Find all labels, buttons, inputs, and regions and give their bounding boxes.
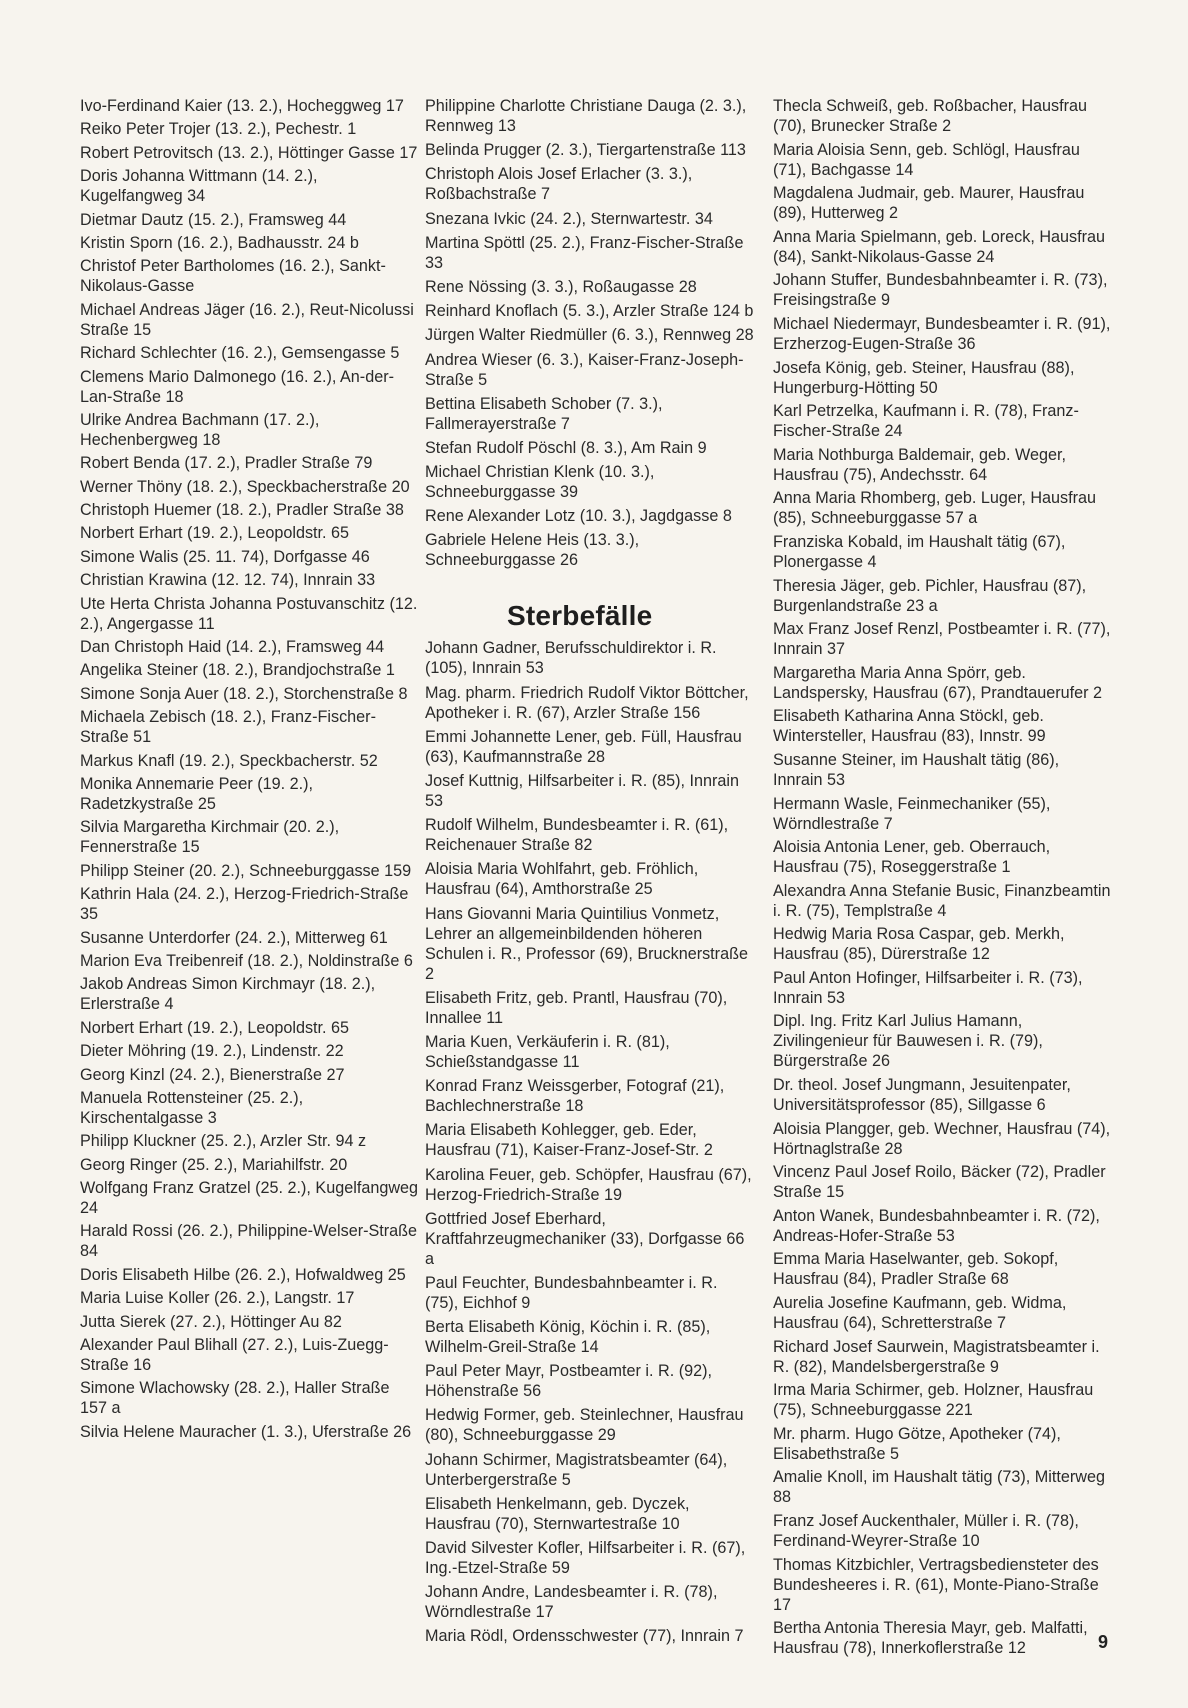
- register-entry: Aloisia Antonia Lener, geb. Oberrauch, Hausfrau (75), Roseggerstraße 1: [773, 838, 1051, 877]
- register-entry: Jutta Sierek (27. 2.), Höttinger Au 82: [80, 1312, 342, 1331]
- register-entry: Thomas Kitzbichler, Vertragsbediensteter des Bundesheeres i. R. (61), Monte-Piano-Straße 17: [773, 1555, 1099, 1614]
- register-entry: Doris Elisabeth Hilbe (26. 2.), Hofwaldweg 25: [80, 1265, 406, 1284]
- register-entry: Elisabeth Fritz, geb. Prantl, Hausfrau (70), Innallee 11: [425, 988, 728, 1027]
- register-entry: Stefan Rudolf Pöschl (8. 3.), Am Rain 9: [425, 438, 707, 457]
- register-entry: Christoph Huemer (18. 2.), Pradler Straße 38: [80, 501, 404, 520]
- register-entry: Paul Peter Mayr, Postbeamter i. R. (92), Höhenstraße 56: [425, 1362, 712, 1401]
- register-entry: Konrad Franz Weissgerber, Fotograf (21), Bachlechnerstraße 18: [425, 1077, 725, 1116]
- register-entry: Ivo-Ferdinand Kaier (13. 2.), Hocheggweg 17: [80, 97, 404, 115]
- register-entry: Vincenz Paul Josef Roilo, Bäcker (72), Pradler Straße 15: [773, 1163, 1106, 1202]
- register-entry: Monika Annemarie Peer (19. 2.), Radetzkystraße 25: [80, 774, 314, 813]
- register-entry: Belinda Prugger (2. 3.), Tiergartenstraße 113: [425, 141, 746, 160]
- register-entry: Alexander Paul Blihall (27. 2.), Luis-Zuegg-Straße 16: [80, 1336, 389, 1375]
- register-entry: Susanne Unterdorfer (24. 2.), Mitterweg 61: [80, 928, 388, 947]
- register-entry: Philipp Steiner (20. 2.), Schneeburggasse 159: [80, 861, 412, 880]
- register-entry: Snezana Ivkic (24. 2.), Sternwartestr. 34: [425, 209, 713, 228]
- register-entry: Josefa König, geb. Steiner, Hausfrau (88), Hungerburg-Hötting 50: [773, 358, 1075, 397]
- register-entry: Theresia Jäger, geb. Pichler, Hausfrau (87), Burgenlandstraße 23 a: [773, 576, 1087, 615]
- register-entry: Jürgen Walter Riedmüller (6. 3.), Rennweg 28: [425, 326, 754, 345]
- register-entry: Philipp Kluckner (25. 2.), Arzler Str. 94 z: [80, 1132, 367, 1151]
- register-entry: Markus Knafl (19. 2.), Speckbacherstr. 52: [80, 751, 378, 770]
- register-entry: Jakob Andreas Simon Kirchmayr (18. 2.), Erlerstraße 4: [80, 975, 376, 1014]
- register-entry: Aurelia Josefine Kaufmann, geb. Widma, Hausfrau (64), Schretterstraße 7: [773, 1294, 1067, 1333]
- register-entry: Christian Krawina (12. 12. 74), Innrain 33: [80, 571, 376, 590]
- register-entry: Max Franz Josef Renzl, Postbeamter i. R. (77), Innrain 37: [773, 620, 1111, 659]
- register-entry: Doris Johanna Wittmann (14. 2.), Kugelfangweg 34: [80, 167, 318, 206]
- register-entry: Dietmar Dautz (15. 2.), Framsweg 44: [80, 210, 347, 229]
- register-entry: Anna Maria Rhomberg, geb. Luger, Hausfrau (85), Schneeburggasse 57 a: [773, 489, 1097, 528]
- register-entry: Reinhard Knoflach (5. 3.), Arzler Straße 124 b: [425, 302, 754, 321]
- register-entry: Werner Thöny (18. 2.), Speckbacherstraße 20: [80, 477, 410, 496]
- register-entry: Paul Feuchter, Bundesbahnbeamter i. R. (75), Eichhof 9: [425, 1273, 718, 1312]
- register-entry: Margaretha Maria Anna Spörr, geb. Landspersky, Hausfrau (67), Prandtauerufer 2: [773, 663, 1103, 702]
- register-entry: Aloisia Plangger, geb. Wechner, Hausfrau (74), Hörtnaglstraße 28: [773, 1119, 1111, 1158]
- register-entry: Georg Kinzl (24. 2.), Bienerstraße 27: [80, 1065, 345, 1084]
- register-entry: Hans Giovanni Maria Quintilius Vonmetz, Lehrer an allgemeinbildenden höheren Schulen i. R., Professor (69), Brucknerstraße 2: [425, 904, 748, 983]
- register-entry: Norbert Erhart (19. 2.), Leopoldstr. 65: [80, 1018, 350, 1037]
- register-entry: Simone Walis (25. 11. 74), Dorfgasse 46: [80, 547, 370, 566]
- register-entry: Robert Benda (17. 2.), Pradler Straße 79: [80, 454, 373, 473]
- register-entry: Anton Wanek, Bundesbahnbeamter i. R. (72), Andreas-Hofer-Straße 53: [773, 1206, 1100, 1245]
- register-entry: Thecla Schweiß, geb. Roßbacher, Hausfrau (70), Brunecker Straße 2: [773, 97, 1088, 135]
- register-entry: Christof Peter Bartholomes (16. 2.), Sankt-Nikolaus-Gasse: [80, 257, 386, 296]
- register-entry: Johann Gadner, Berufsschuldirektor i. R. (105), Innrain 53: [425, 639, 717, 678]
- register-entry: Dipl. Ing. Fritz Karl Julius Hamann, Zivilingenieur für Bauwesen i. R. (79), Bürgerstraße 26: [773, 1012, 1043, 1071]
- register-entry: Anna Maria Spielmann, geb. Loreck, Hausfrau (84), Sankt-Nikolaus-Gasse 24: [773, 227, 1106, 266]
- register-entry: Silvia Helene Mauracher (1. 3.), Uferstraße 26: [80, 1422, 412, 1441]
- register-entry: Richard Schlechter (16. 2.), Gemsengasse 5: [80, 344, 400, 363]
- register-entry: Elisabeth Katharina Anna Stöckl, geb. Wintersteller, Hausfrau (83), Innstr. 99: [773, 707, 1046, 746]
- register-entry: Dr. theol. Josef Jungmann, Jesuitenpater, Universitätsprofessor (85), Sillgasse 6: [773, 1076, 1071, 1115]
- register-entry: Amalie Knoll, im Haushalt tätig (73), Mitterweg 88: [773, 1468, 1105, 1507]
- register-entry: Rene Nössing (3. 3.), Roßaugasse 28: [425, 277, 697, 296]
- register-entry: Alexandra Anna Stefanie Busic, Finanzbeamtin i. R. (75), Templstraße 4: [773, 881, 1111, 920]
- register-entry: Michaela Zebisch (18. 2.), Franz-Fischer-Straße 51: [80, 708, 376, 747]
- register-entry: Emmi Johannette Lener, geb. Füll, Hausfrau (63), Kaufmannstraße 28: [425, 727, 742, 766]
- register-entry: Michael Christian Klenk (10. 3.), Schneeburggasse 39: [425, 463, 655, 502]
- register-entry: Elisabeth Henkelmann, geb. Dyczek, Hausfrau (70), Sternwartestraße 10: [425, 1494, 690, 1533]
- register-entry: Michael Niedermayr, Bundesbeamter i. R. (91), Erzherzog-Eugen-Straße 36: [773, 314, 1111, 353]
- register-entry: Mag. pharm. Friedrich Rudolf Viktor Böttcher, Apotheker i. R. (67), Arzler Straße 156: [425, 683, 749, 722]
- section-heading-deaths: Sterbefälle: [507, 600, 653, 632]
- register-entry: Paul Anton Hofinger, Hilfsarbeiter i. R. (73), Innrain 53: [773, 968, 1083, 1007]
- register-entry: Marion Eva Treibenreif (18. 2.), Noldinstraße 6: [80, 951, 413, 970]
- register-entry: Hermann Wasle, Feinmechaniker (55), Wörndlestraße 7: [773, 794, 1051, 833]
- register-entry: Magdalena Judmair, geb. Maurer, Hausfrau (89), Hutterweg 2: [773, 184, 1085, 223]
- register-entry: Susanne Steiner, im Haushalt tätig (86), Innrain 53: [773, 750, 1060, 789]
- register-entry: Bertha Antonia Theresia Mayr, geb. Malfatti, Hausfrau (78), Innerkoflerstraße 12: [773, 1619, 1088, 1658]
- register-entry: Dan Christoph Haid (14. 2.), Framsweg 44: [80, 638, 385, 657]
- register-entry: Ute Herta Christa Johanna Postuvanschitz (12. 2.), Angergasse 11: [80, 594, 418, 633]
- births-and-deaths-column-2: [425, 96, 755, 1651]
- register-entry: Clemens Mario Dalmonego (16. 2.), An-der-Lan-Straße 18: [80, 367, 394, 406]
- register-entry: Gottfried Josef Eberhard, Kraftfahrzeugmechaniker (33), Dorfgasse 66 a: [425, 1209, 745, 1268]
- register-entry: Maria Kuen, Verkäuferin i. R. (81), Schießstandgasse 11: [425, 1032, 670, 1071]
- register-entry: Johann Schirmer, Magistratsbeamter (64), Unterbergerstraße 5: [425, 1450, 728, 1489]
- register-entry: Silvia Margaretha Kirchmair (20. 2.), Fennerstraße 15: [80, 818, 340, 857]
- register-entry: Mr. pharm. Hugo Götze, Apotheker (74), Elisabethstraße 5: [773, 1424, 1061, 1463]
- register-entry: Christoph Alois Josef Erlacher (3. 3.), Roßbachstraße 7: [425, 165, 693, 204]
- register-entry: Irma Maria Schirmer, geb. Holzner, Hausfrau (75), Schneeburggasse 221: [773, 1381, 1094, 1420]
- register-entry: Reiko Peter Trojer (13. 2.), Pechestr. 1: [80, 120, 357, 139]
- register-entry: Simone Sonja Auer (18. 2.), Storchenstraße 8: [80, 684, 408, 703]
- register-entry: Berta Elisabeth König, Köchin i. R. (85), Wilhelm-Greil-Straße 14: [425, 1318, 711, 1357]
- register-entry: Franz Josef Auckenthaler, Müller i. R. (78), Ferdinand-Weyrer-Straße 10: [773, 1512, 1079, 1550]
- register-entry: Karolina Feuer, geb. Schöpfer, Hausfrau (67), Herzog-Friedrich-Straße 19: [425, 1165, 752, 1204]
- register-entry: Hedwig Maria Rosa Caspar, geb. Merkh, Hausfrau (85), Dürerstraße 12: [773, 925, 1065, 964]
- register-entry: Emma Maria Haselwanter, geb. Sokopf, Hausfrau (84), Pradler Straße 68: [773, 1250, 1059, 1289]
- register-entry: Josef Kuttnig, Hilfsarbeiter i. R. (85), Innrain 53: [425, 772, 739, 810]
- register-entry: Johann Stuffer, Bundesbahnbeamter i. R. (73), Freisingstraße 9: [773, 271, 1108, 310]
- register-entry: Martina Spöttl (25. 2.), Franz-Fischer-Straße 33: [425, 233, 744, 272]
- register-entry: Rudolf Wilhelm, Bundesbeamter i. R. (61), Reichenauer Straße 82: [425, 816, 729, 855]
- register-entry: Rene Alexander Lotz (10. 3.), Jagdgasse 8: [425, 507, 732, 526]
- register-entry: Aloisia Maria Wohlfahrt, geb. Fröhlich, Hausfrau (64), Amthorstraße 25: [425, 860, 699, 899]
- register-entry: Michael Andreas Jäger (16. 2.), Reut-Nicolussi Straße 15: [80, 300, 414, 339]
- register-entry: Maria Aloisia Senn, geb. Schlögl, Hausfrau (71), Bachgasse 14: [773, 140, 1080, 179]
- register-entry: Hedwig Former, geb. Steinlechner, Hausfrau (80), Schneeburggasse 29: [425, 1406, 744, 1445]
- register-entry: Robert Petrovitsch (13. 2.), Höttinger Gasse 17: [80, 143, 418, 162]
- register-entry: Johann Andre, Landesbeamter i. R. (78), Wörndlestraße 17: [425, 1583, 718, 1622]
- register-entry: Georg Ringer (25. 2.), Mariahilfstr. 20: [80, 1155, 348, 1174]
- register-entry: Bettina Elisabeth Schober (7. 3.), Fallmerayerstraße 7: [425, 394, 663, 433]
- register-entry: Karl Petrzelka, Kaufmann i. R. (78), Franz-Fischer-Straße 24: [773, 402, 1079, 441]
- register-entry: Harald Rossi (26. 2.), Philippine-Welser-Straße 84: [80, 1222, 418, 1261]
- page-number: 9: [1097, 1632, 1108, 1652]
- register-entry: Maria Rödl, Ordensschwester (77), Innrain 7: [425, 1627, 744, 1646]
- births-column-1: [80, 96, 420, 1445]
- deaths-column-3: [773, 96, 1113, 1662]
- register-entry: Ulrike Andrea Bachmann (17. 2.), Hechenbergweg 18: [80, 410, 320, 449]
- register-entry: Wolfgang Franz Gratzel (25. 2.), Kugelfangweg 24: [80, 1179, 419, 1218]
- register-entry: Andrea Wieser (6. 3.), Kaiser-Franz-Joseph-Straße 5: [425, 350, 744, 389]
- register-entry: Richard Josef Saurwein, Magistratsbeamter i. R. (82), Mandelsbergerstraße 9: [773, 1337, 1100, 1376]
- register-entry: David Silvester Kofler, Hilfsarbeiter i. R. (67), Ing.-Etzel-Straße 59: [425, 1539, 746, 1577]
- register-entry: Kathrin Hala (24. 2.), Herzog-Friedrich-Straße 35: [80, 885, 409, 924]
- register-entry: Manuela Rottensteiner (25. 2.), Kirschentalgasse 3: [80, 1088, 304, 1127]
- register-entry: Maria Nothburga Baldemair, geb. Weger, Hausfrau (75), Andechsstr. 64: [773, 445, 1067, 484]
- register-entry: Dieter Möhring (19. 2.), Lindenstr. 22: [80, 1042, 344, 1061]
- register-entry: Angelika Steiner (18. 2.), Brandjochstraße 1: [80, 661, 395, 680]
- register-entry: Simone Wlachowsky (28. 2.), Haller Straße 157 a: [80, 1379, 390, 1418]
- register-entry: Maria Luise Koller (26. 2.), Langstr. 17: [80, 1289, 355, 1308]
- register-entry: Gabriele Helene Heis (13. 3.), Schneeburggasse 26: [425, 531, 640, 570]
- register-entry: Philippine Charlotte Christiane Dauga (2. 3.), Rennweg 13: [425, 97, 747, 135]
- register-entry: Maria Elisabeth Kohlegger, geb. Eder, Hausfrau (71), Kaiser-Franz-Josef-Str. 2: [425, 1121, 713, 1160]
- register-entry: Norbert Erhart (19. 2.), Leopoldstr. 65: [80, 524, 350, 543]
- register-entry: Franziska Kobald, im Haushalt tätig (67), Plonergasse 4: [773, 532, 1066, 571]
- register-entry: Kristin Sporn (16. 2.), Badhausstr. 24 b: [80, 233, 359, 252]
